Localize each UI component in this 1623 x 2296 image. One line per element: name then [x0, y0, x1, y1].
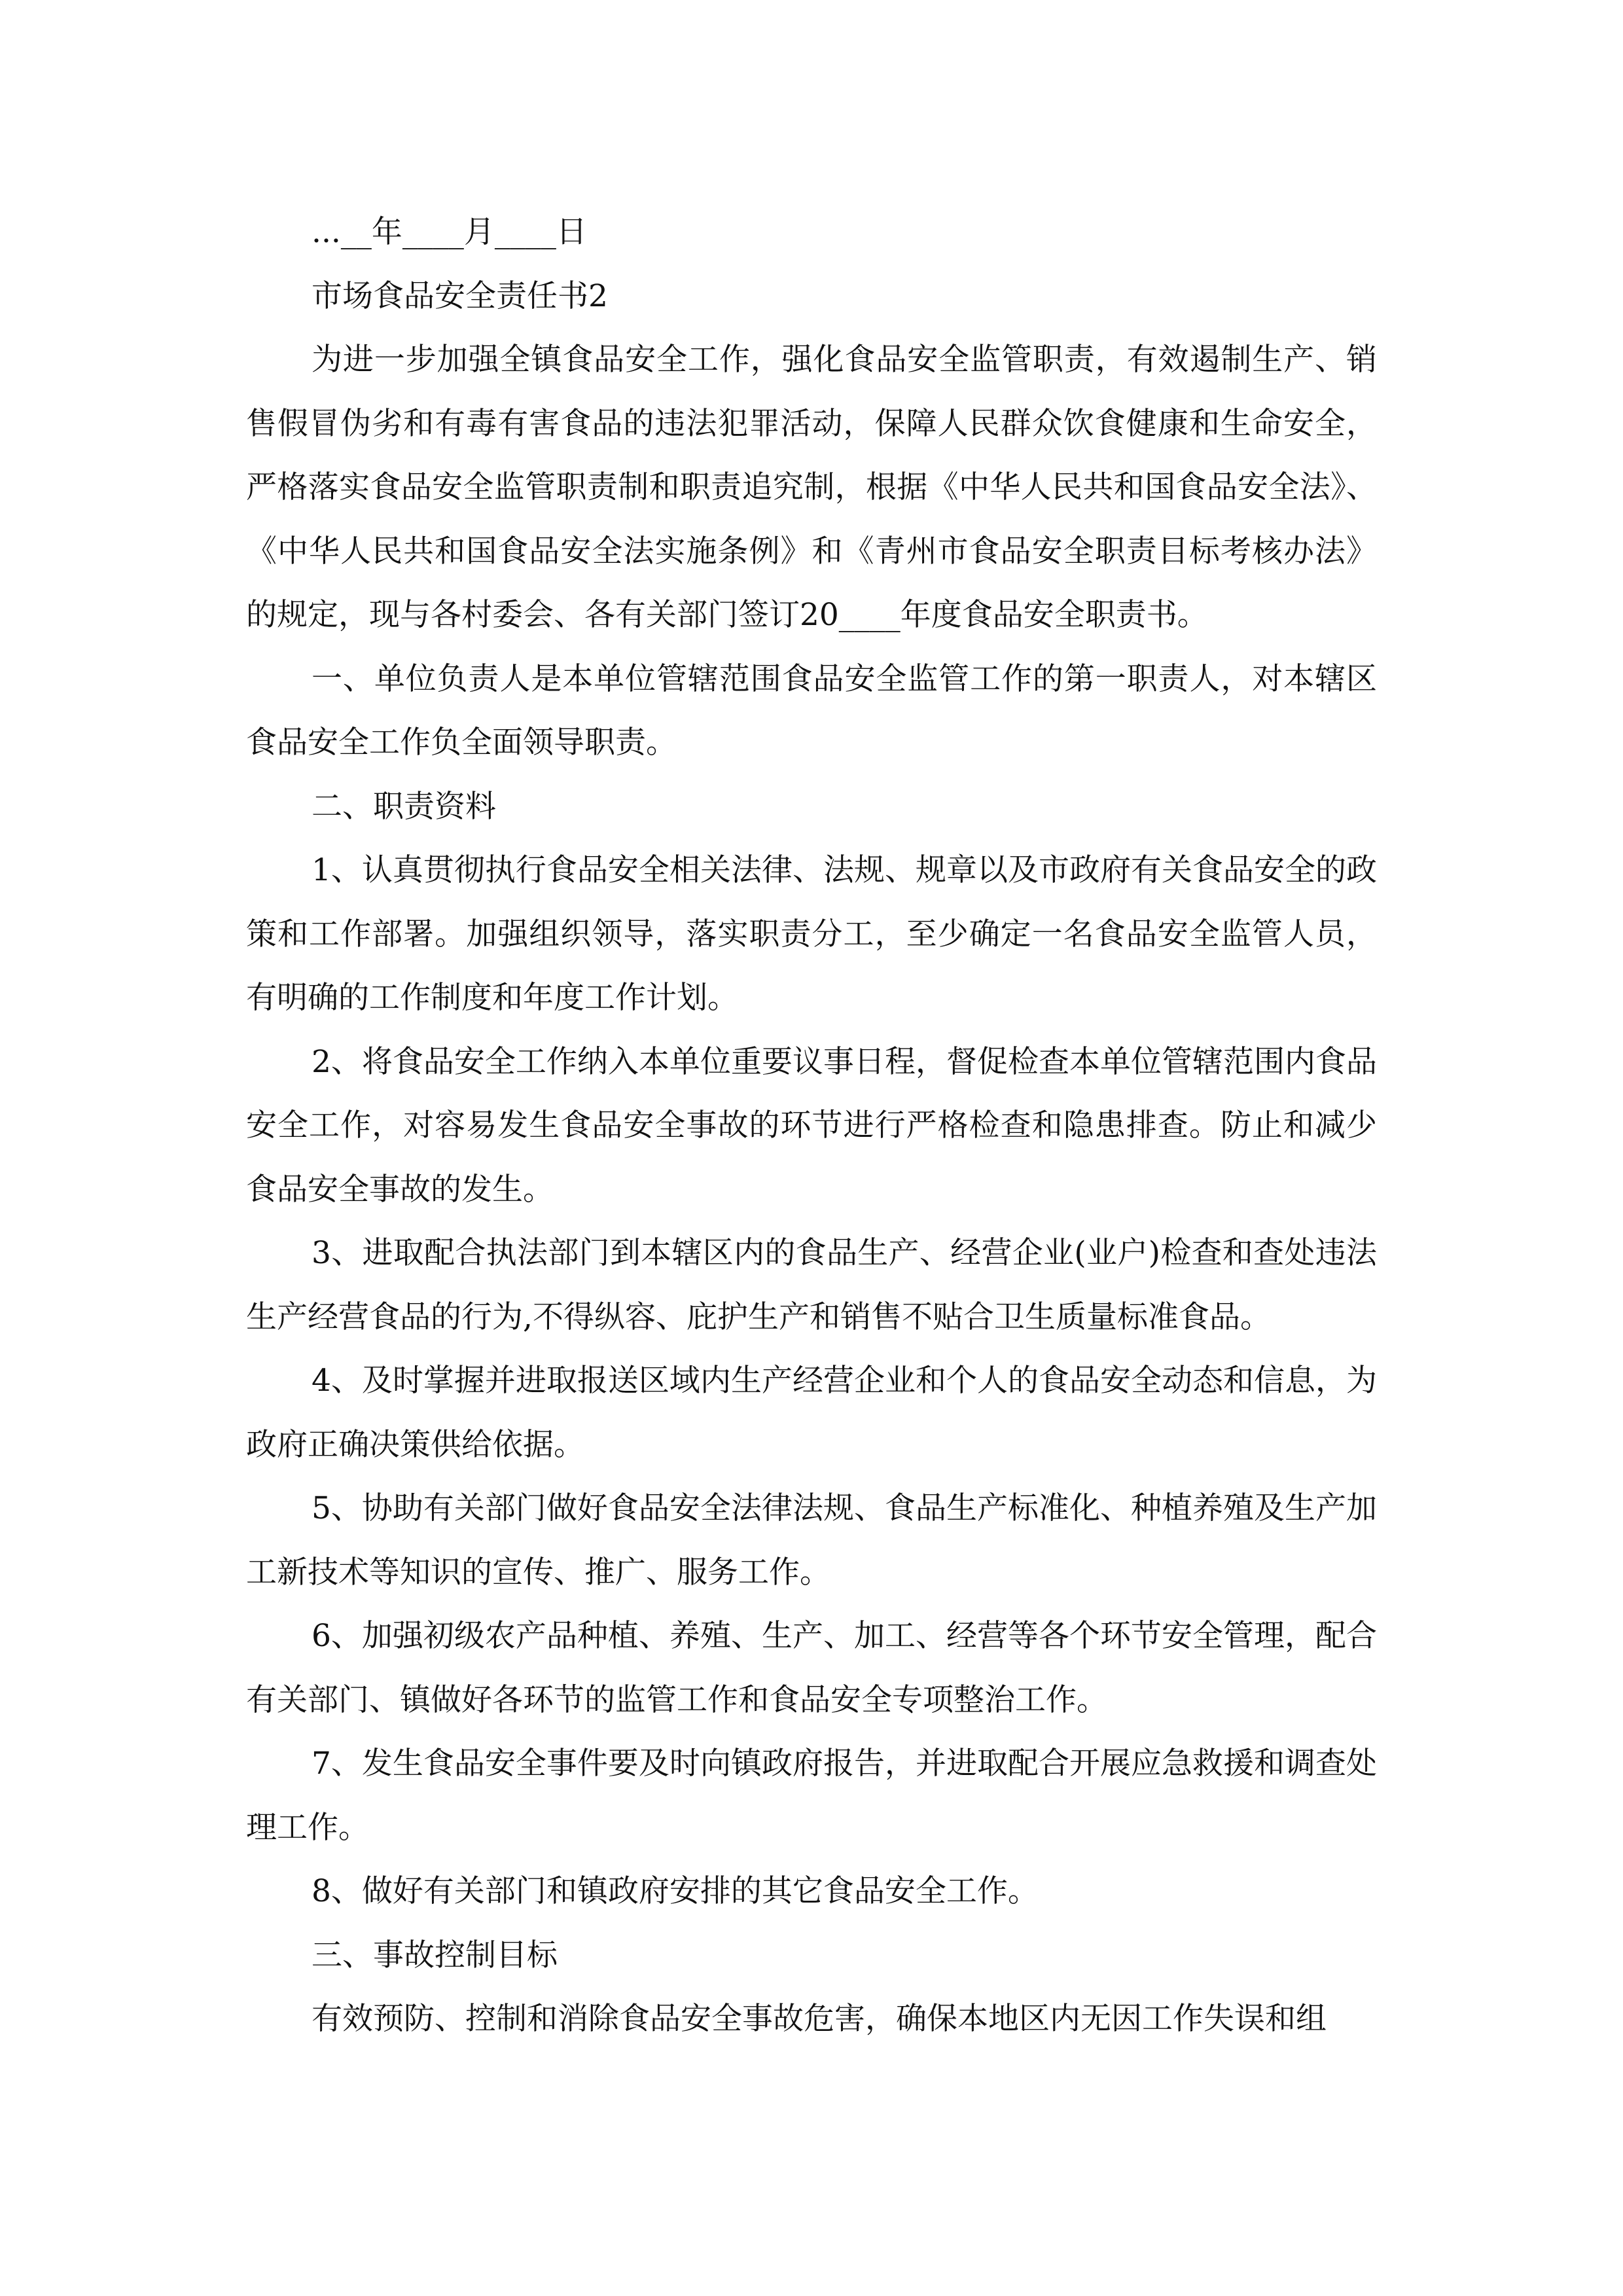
paragraph-item-6: 6、加强初级农产品种植、养殖、生产、加工、经营等各个环节安全管理，配合有关部门、镇做好各环节的监管工作和食品安全专项整治工作。 [246, 1618, 1377, 1718]
document-body [246, 200, 1377, 2051]
paragraph-item-2: 2、将食品安全工作纳入本单位重要议事日程，督促检查本单位管辖范围内食品安全工作，对容易发生食品安全事故的环节进行严格检查和隐患排查。防止和减少食品安全事故的发生。 [246, 1043, 1377, 1208]
section-heading-responsibilities: 二、职责资料 [312, 788, 496, 825]
paragraph-item-8: 8、做好有关部门和镇政府安排的其它食品安全工作。 [312, 1873, 1039, 1909]
section-heading-accident-control: 三、事故控制目标 [312, 1937, 558, 1973]
paragraph-item-5: 5、协助有关部门做好食品安全法律法规、食品生产标准化、种植养殖及生产加工新技术等知识的宣传、推广、服务工作。 [246, 1490, 1377, 1590]
date-line: ...__年____月____日 [312, 214, 587, 250]
paragraph-item-7: 7、发生食品安全事件要及时向镇政府报告，并进取配合开展应急救援和调查处理工作。 [246, 1746, 1377, 1846]
paragraph-intro: 为进一步加强全镇食品安全工作，强化食品安全监管职责，有效遏制生产、销售假冒伪劣和有毒有害食品的违法犯罪活动，保障人民群众饮食健康和生命安全，严格落实食品安全监管职责制和职责追究制，根据《中华人民共和国食品安全法》、《中华人民共和国食品安全法实施条例》和《青州市食品安全职责目标考核办法》的规定，现与各村委会、各有关部门签订20____年度食品安全职责书。 [246, 342, 1377, 633]
paragraph-item-3: 3、进取配合执法部门到本辖区内的食品生产、经营企业(业户)检查和查处违法生产经营食品的行为,不得纵容、庇护生产和销售不贴合卫生质量标准食品。 [246, 1235, 1377, 1335]
paragraph-accident-control: 有效预防、控制和消除食品安全事故危害，确保本地区内无因工作失误和组 [312, 2001, 1327, 2037]
paragraph-section-1: 一、单位负责人是本单位管辖范围食品安全监管工作的第一职责人，对本辖区食品安全工作负全面领导职责。 [246, 660, 1377, 761]
document-title: 市场食品安全责任书2 [312, 278, 608, 314]
paragraph-item-1: 1、认真贯彻执行食品安全相关法律、法规、规章以及市政府有关食品安全的政策和工作部署。加强组织领导，落实职责分工，至少确定一名食品安全监管人员，有明确的工作制度和年度工作计划。 [246, 852, 1377, 1016]
paragraph-item-4: 4、及时掌握并进取报送区域内生产经营企业和个人的食品安全动态和信息，为政府正确决策供给依据。 [246, 1363, 1377, 1463]
